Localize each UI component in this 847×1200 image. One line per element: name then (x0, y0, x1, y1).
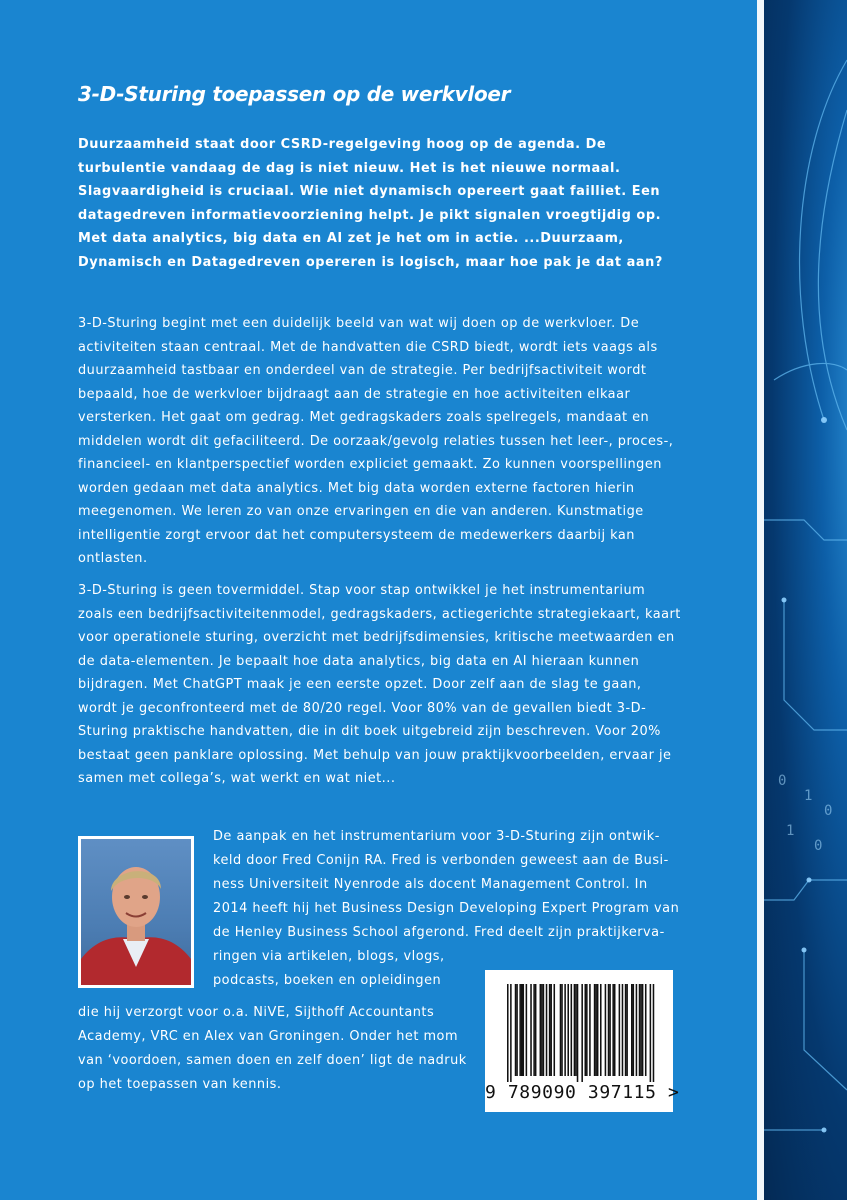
barcode-bar (614, 984, 616, 1076)
barcode-bar (535, 984, 537, 1076)
svg-text:0: 0 (778, 773, 787, 789)
author-bio-line: de Henley Business School afgerond. Fred deelt zijn praktijkerva- (213, 925, 665, 940)
barcode-bar (560, 984, 562, 1076)
barcode-bar (571, 984, 573, 1076)
barcode-bar (608, 984, 610, 1076)
barcode-bar (609, 984, 611, 1076)
barcode-bar (546, 984, 548, 1076)
barcode-bars (485, 970, 673, 1082)
svg-text:0: 0 (824, 803, 833, 819)
barcode-bar (642, 984, 644, 1076)
author-bio-line: keld door Fred Conijn RA. Fred is verbonden geweest aan de Busi- (213, 853, 669, 868)
barcode-bar (561, 984, 563, 1076)
barcode-bar (516, 984, 518, 1076)
isbn-digits: 9 789090 397115 > (485, 1082, 680, 1103)
barcode-bar (507, 984, 509, 1082)
author-bio-line: De aanpak en het instrumentarium voor 3-D-Sturing zijn ontwik- (213, 829, 660, 844)
barcode-bar (597, 984, 599, 1076)
divider-stripe (757, 0, 764, 1200)
barcode-bar (574, 984, 576, 1076)
barcode-bar (564, 984, 566, 1076)
barcode-bar (585, 984, 587, 1076)
lead-paragraph: Duurzaamheid staat door CSRD-regelgeving hoog op de agenda. De turbulentie vandaag de dag is niet nieuw. Het is het nieuwe normaal. Slagvaardigheid is cruciaal. Wie niet dynamisch opereert gaat failliet. Een datagedreven informatievoorziening helpt. Je pikt signalen vroegtijdig op. Met data analytics, big data en AI zet je het om in actie. ...Duurzaam, Dynamisch en Datagedreven opereren is logisch, maar hoe pak je dat aan? (78, 137, 663, 270)
circuit-globe-artwork (764, 0, 847, 1200)
author-photo (78, 836, 194, 988)
barcode-bar (586, 984, 588, 1076)
barcode-bar (612, 984, 614, 1076)
barcode-bar (636, 984, 638, 1076)
barcode-bar (515, 984, 517, 1076)
barcode-bar (600, 984, 602, 1076)
barcode-bar (530, 984, 532, 1076)
author-bio-line: podcasts, boeken en opleidingen (213, 973, 442, 988)
barcode-bar (645, 984, 647, 1076)
barcode-bar (540, 984, 542, 1076)
barcode-bar (554, 984, 556, 1076)
author-bio-line: op het toepassen van kennis. (78, 1077, 282, 1092)
barcode-bar (577, 984, 579, 1082)
author-bio-line: die hij verzorgt voor o.a. NiVE, Sijthoff Accountants (78, 1005, 435, 1020)
barcode-bar (589, 984, 591, 1076)
barcode-bar (581, 984, 583, 1082)
book-title: 3-D-Sturing toepassen op de werkvloer (78, 82, 511, 106)
svg-text:1: 1 (786, 823, 795, 839)
barcode-bar (567, 984, 569, 1076)
barcode-bar (521, 984, 523, 1076)
isbn-barcode (485, 970, 680, 1112)
barcode-bar (653, 984, 655, 1082)
barcode-bar (523, 984, 525, 1076)
body-paragraph-1: 3-D-Sturing begint met een duidelijk beeld van wat wij doen op de werkvloer. De activiteiten staan centraal. Met de handvatten die CSRD biedt, wordt iets vaags als duurzaamheid tastbaar en onderdeel van de strategie. Per bedrijfsactiviteit wordt bepaald, hoe de werkvloer bijdraagt aan de strategie en hoe activiteiten elkaar versterken. Het gaat om gedrag. Met gedragskaders zoals spelregels, mandaat en middelen wordt dit gefaciliteerd. De oorzaak/gevolg relaties tussen het leer-, proces-, financieel- en klantperspectief worden expliciet gemaakt. Zo kunnen voorspellingen worden gedaan met data analytics. Met big data worden externe factoren hierin meegenomen. We leren zo van onze ervaringen en die van anderen. Kunstmatige intelligentie zorgt ervoor dat het computersysteem de medewerkers daarbij kan ontlasten. (78, 316, 674, 566)
svg-text:1: 1 (804, 788, 813, 804)
barcode-bar (575, 984, 577, 1076)
svg-text:0: 0 (814, 838, 823, 854)
barcode-bar (622, 984, 624, 1076)
barcode-bar (619, 984, 621, 1076)
barcode-bar (550, 984, 552, 1076)
barcode-bar (625, 984, 627, 1076)
author-bio-line: van ‘voordoen, samen doen en zelf doen’ ligt de nadruk (78, 1053, 467, 1068)
author-bio-line: ness Universiteit Nyenrode als docent Management Control. In (213, 877, 648, 892)
barcode-bar (510, 984, 512, 1082)
barcode-bar (650, 984, 652, 1082)
barcode-bar (543, 984, 545, 1076)
barcode-bar (595, 984, 597, 1076)
body-paragraph-2: 3-D-Sturing is geen tovermiddel. Stap voor stap ontwikkel je het instrumentarium zoals een bedrijfsactiviteitenmodel, gedragskaders, actiegerichte strategiekaart, kaart voor operationele sturing, overzicht met bedrijfsdimensies, kritische meetwaarden en de data-elementen. Je bepaalt hoe data analytics, big data en AI hieraan kunnen bijdragen. Met ChatGPT maak je een eerste opzet. Door zelf aan de slag te gaan, wordt je geconfronteerd met de 80/20 regel. Voor 80% van de gevallen biedt 3-D-Sturing praktische handvatten, die in dit boek uitgebreid zijn beschreven. Voor 20% bestaat geen panklare oplossing. Met behulp van jouw praktijkvoorbeelden, ervaar je samen met collega’s, wat werkt en wat niet... (78, 583, 681, 786)
barcode-bar (631, 984, 633, 1076)
barcode-bar (640, 984, 642, 1076)
author-bio-line: 2014 heeft hij het Business Design Developing Expert Program van (213, 901, 680, 916)
barcode-bar (533, 984, 535, 1076)
barcode-bar (639, 984, 641, 1076)
barcode-bar (633, 984, 635, 1076)
barcode-bar (526, 984, 528, 1076)
author-bio-line: ringen via artikelen, blogs, vlogs, (213, 949, 445, 964)
barcode-bar (549, 984, 551, 1076)
barcode-bar (519, 984, 521, 1076)
author-bio-line: Academy, VRC en Alex van Groningen. Onder het mom (78, 1029, 458, 1044)
barcode-bar (605, 984, 607, 1076)
barcode-bar (541, 984, 543, 1076)
barcode-bar (594, 984, 596, 1076)
barcode-bar (626, 984, 628, 1076)
